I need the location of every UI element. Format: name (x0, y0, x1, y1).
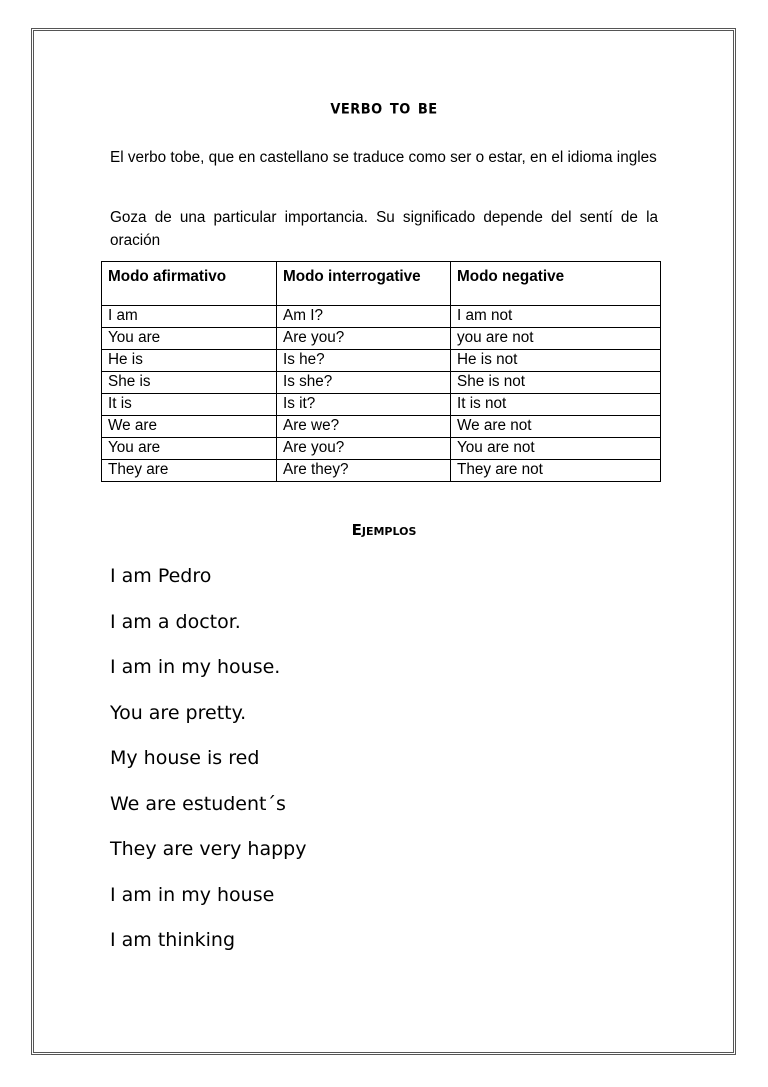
negative-cell: It is not (451, 394, 661, 416)
header-negative: Modo negative (451, 262, 661, 306)
affirmative-cell: You are (102, 328, 277, 350)
affirmative-cell: I am (102, 306, 277, 328)
affirmative-cell: He is (102, 350, 277, 372)
affirmative-cell: It is (102, 394, 277, 416)
table-row (102, 416, 661, 438)
table-row (102, 306, 661, 328)
list-item: They are very happy (110, 838, 307, 860)
document-title-text: verbo to be (330, 94, 438, 120)
table-row (102, 394, 661, 416)
list-item: You are pretty. (110, 701, 247, 724)
affirmative-cell: You are (102, 438, 277, 460)
intro-paragraph: El verbo tobe, que en castellano se traduce como ser o estar, en el idioma ingles (110, 149, 657, 166)
header-affirmative: Modo afirmativo (102, 262, 277, 306)
header-interrogative: Modo interrogative (277, 262, 451, 306)
list-item: I am in my house (110, 883, 275, 906)
interrogative-cell: Are you? (277, 328, 451, 350)
meaning-paragraph: Goza de una particular importancia. Su significado depende del sentí de la oración (110, 209, 658, 249)
interrogative-cell: Is it? (277, 394, 451, 416)
negative-cell: She is not (451, 372, 661, 394)
interrogative-cell: Is she? (277, 372, 451, 394)
affirmative-cell: She is (102, 372, 277, 394)
table-header-row (102, 262, 661, 306)
interrogative-cell: Is he? (277, 350, 451, 372)
interrogative-cell: Are we? (277, 416, 451, 438)
list-item: We are estudent´s (110, 792, 286, 815)
list-item: I am in my house. (110, 656, 281, 678)
negative-cell: He is not (451, 350, 661, 372)
affirmative-cell: They are (102, 460, 277, 482)
list-item: I am thinking (110, 929, 236, 951)
table-row (102, 328, 661, 350)
list-item: I am Pedro (110, 565, 212, 587)
examples-list (110, 561, 306, 971)
interrogative-cell: Are they? (277, 460, 451, 482)
negative-cell: you are not (451, 328, 661, 350)
verb-conjugation-table (101, 261, 661, 482)
affirmative-cell: We are (102, 416, 277, 438)
negative-cell: You are not (451, 438, 661, 460)
document-title (0, 96, 768, 118)
negative-cell: We are not (451, 416, 661, 438)
negative-cell: They are not (451, 460, 661, 482)
interrogative-cell: Am I? (277, 306, 451, 328)
negative-cell: I am not (451, 306, 661, 328)
table-row (102, 460, 661, 482)
interrogative-cell: Are you? (277, 438, 451, 460)
table-row (102, 372, 661, 394)
table-row (102, 350, 661, 372)
list-item: My house is red (110, 747, 260, 769)
table-row (102, 438, 661, 460)
examples-heading: Ejemplos (351, 521, 417, 539)
list-item: I am a doctor. (110, 610, 241, 633)
